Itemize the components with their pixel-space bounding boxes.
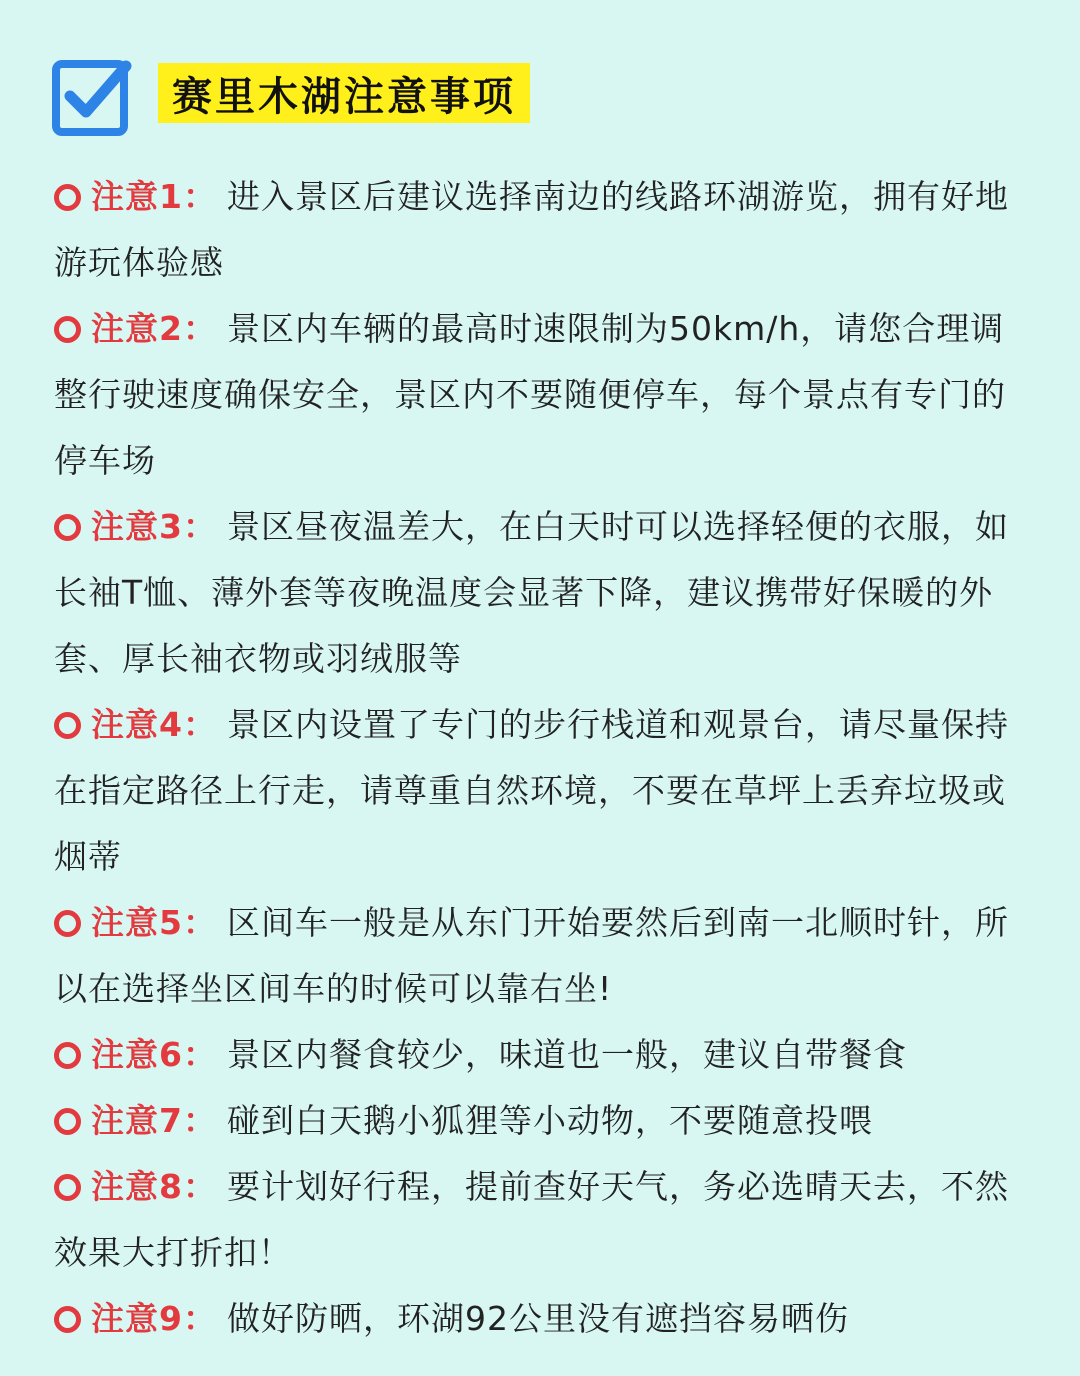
note-label: 注意3： — [91, 507, 217, 546]
circle-bullet-icon — [54, 316, 81, 343]
note-item — [54, 1022, 1029, 1088]
note-label: 注意6： — [91, 1035, 217, 1074]
note-item — [54, 692, 1029, 890]
note-item — [54, 1286, 1029, 1352]
note-text: 进入景区后建议选择南边的线路环湖游览，拥有好地游玩体验感 — [54, 177, 1009, 282]
checkbox-icon — [52, 56, 132, 136]
circle-bullet-icon — [54, 184, 81, 211]
note-label: 注意2： — [91, 309, 217, 348]
circle-bullet-icon — [54, 1306, 81, 1333]
note-text: 景区内车辆的最高时速限制为50km/h，请您合理调整行驶速度确保安全，景区内不要随便停车，每个景点有专门的停车场 — [54, 309, 1006, 480]
circle-bullet-icon — [54, 1174, 81, 1201]
note-text: 做好防晒，环湖92公里没有遮挡容易晒伤 — [226, 1299, 849, 1338]
note-item — [54, 494, 1029, 692]
note-text: 景区昼夜温差大，在白天时可以选择轻便的衣服，如长袖T恤、薄外套等夜晚温度会显著下降，建议携带好保暖的外套、厚长袖衣物或羽绒服等 — [54, 507, 1009, 678]
page-title: 赛里木湖注意事项 — [172, 73, 516, 120]
note-label: 注意7： — [91, 1101, 217, 1140]
notes-list — [54, 164, 1029, 1352]
note-text: 景区内设置了专门的步行栈道和观景台，请尽量保持在指定路径上行走，请尊重自然环境，不要在草坪上丢弃垃圾或烟蒂 — [54, 705, 1009, 876]
header — [52, 56, 530, 136]
circle-bullet-icon — [54, 1042, 81, 1069]
note-label: 注意9： — [91, 1299, 217, 1338]
circle-bullet-icon — [54, 1108, 81, 1135]
circle-bullet-icon — [54, 910, 81, 937]
circle-bullet-icon — [54, 514, 81, 541]
note-text: 碰到白天鹅小狐狸等小动物，不要随意投喂 — [226, 1101, 873, 1140]
note-item — [54, 296, 1029, 494]
note-label: 注意1： — [91, 177, 217, 216]
title-highlight — [158, 63, 530, 123]
note-label: 注意4： — [91, 705, 217, 744]
note-item — [54, 1088, 1029, 1154]
note-item — [54, 1154, 1029, 1286]
note-text: 区间车一般是从东门开始要然后到南一北顺时针，所以在选择坐区间车的时候可以靠右坐! — [54, 903, 1009, 1008]
note-item — [54, 890, 1029, 1022]
note-item — [54, 164, 1029, 296]
note-text: 要计划好行程，提前查好天气，务必选晴天去，不然效果大打折扣！ — [54, 1167, 1009, 1272]
note-label: 注意8： — [91, 1167, 217, 1206]
note-label: 注意5： — [91, 903, 217, 942]
circle-bullet-icon — [54, 712, 81, 739]
note-text: 景区内餐食较少，味道也一般，建议自带餐食 — [226, 1035, 907, 1074]
